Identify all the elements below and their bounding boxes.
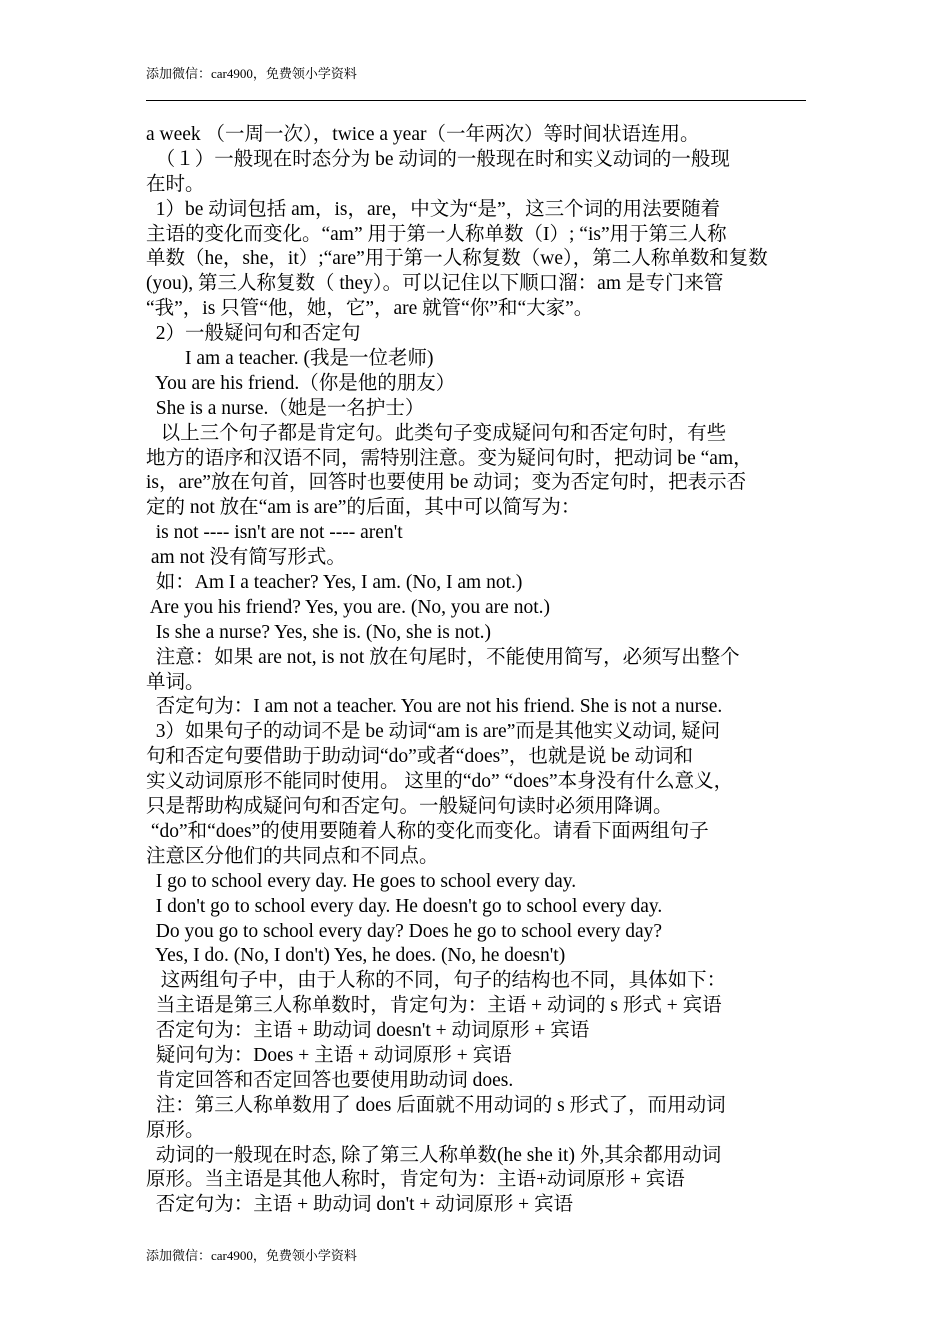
header-divider bbox=[146, 100, 806, 101]
body-line: 实义动词原形不能同时使用。 这里的“do” “does”本身没有什么意义， bbox=[146, 771, 734, 793]
body-line: I don't go to school every day. He doesn't go to school every day. bbox=[146, 895, 663, 917]
body-line: am not 没有简写形式。 bbox=[146, 547, 346, 569]
body-line: (you), 第三人称复数（ they）。可以记住以下顺口溜：am 是专门来管 bbox=[146, 273, 724, 295]
body-line: Is she a nurse? Yes, she is. (No, she is not.) bbox=[146, 621, 492, 643]
body-line: She is a nurse.（她是一名护士） bbox=[146, 397, 425, 419]
body-line: Yes, I do. (No, I don't) Yes, he does. (No, he doesn't) bbox=[146, 945, 566, 967]
body-line: 在时。 bbox=[146, 173, 205, 195]
body-line: 原形。当主语是其他人称时，肯定句为：主语+动词原形 + 宾语 bbox=[146, 1169, 685, 1191]
body-line: 否定句为：主语 + 助动词 don't + 动词原形 + 宾语 bbox=[146, 1194, 574, 1216]
body-line: 注：第三人称单数用了 does 后面就不用动词的 s 形式了，而用动词 bbox=[146, 1094, 726, 1116]
body-line: I am a teacher. (我是一位老师) bbox=[146, 348, 434, 370]
body-line: 2）一般疑问句和否定句 bbox=[146, 323, 361, 345]
page-footer: 添加微信：car4900，免费领小学资料 bbox=[146, 1248, 357, 1263]
body-line: You are his friend.（你是他的朋友） bbox=[146, 372, 456, 394]
body-line: 定的 not 放在“am is are”的后面，其中可以简写为： bbox=[146, 497, 581, 519]
body-line: 3）如果句子的动词不是 be 动词“am is are”而是其他实义动词, 疑问 bbox=[146, 721, 721, 743]
body-line: Do you go to school every day? Does he go to school every day? bbox=[146, 920, 663, 942]
body-line: Are you his friend? Yes, you are. (No, you are not.) bbox=[146, 596, 550, 618]
body-line: 单数（he，she，it）;“are”用于第一人称复数（we），第二人称单数和复数 bbox=[146, 248, 768, 270]
body-line: “我”，is 只管“他，她，它”，are 就管“你”和“大家”。 bbox=[146, 298, 594, 320]
body-line: 动词的一般现在时态, 除了第三人称单数(he she it) 外,其余都用动词 bbox=[146, 1144, 722, 1166]
body-line: a week （一周一次），twice a year（一年两次）等时间状语连用。 bbox=[146, 124, 700, 145]
body-line: 句和否定句要借助于助动词“do”或者“does”，也就是说 be 动词和 bbox=[146, 746, 694, 768]
body-line: is，are”放在句首，回答时也要使用 be 动词；变为否定句时，把表示否 bbox=[146, 472, 747, 494]
body-line: “do”和“does”的使用要随着人称的变化而变化。请看下面两组句子 bbox=[146, 820, 709, 842]
body-line: 疑问句为：Does + 主语 + 动词原形 + 宾语 bbox=[146, 1044, 512, 1066]
body-line: 地方的语序和汉语不同，需特别注意。变为疑问句时，把动词 be “am， bbox=[146, 447, 753, 469]
body-line: 只是帮助构成疑问句和否定句。一般疑问句读时必须用降调。 bbox=[146, 796, 673, 818]
body-line: 主语的变化而变化。“am” 用于第一人称单数（I）; “is”用于第三人称 bbox=[146, 223, 727, 245]
body-line: 否定句为：主语 + 助动词 doesn't + 动词原形 + 宾语 bbox=[146, 1020, 590, 1042]
body-line: 注意区分他们的共同点和不同点。 bbox=[146, 845, 439, 867]
body-line: is not ---- isn't are not ---- aren't bbox=[146, 522, 403, 544]
body-line: （１）一般现在时态分为 be 动词的一般现在时和实义动词的一般现 bbox=[146, 148, 730, 170]
document-body bbox=[146, 123, 826, 1218]
body-line: I go to school every day. He goes to school every day. bbox=[146, 870, 577, 892]
body-line: 以上三个句子都是肯定句。此类句子变成疑问句和否定句时，有些 bbox=[146, 422, 727, 444]
body-line: 肯定回答和否定回答也要使用助动词 does. bbox=[146, 1069, 514, 1091]
body-line: 1）be 动词包括 am，is，are，中文为“是”，这三个词的用法要随着 bbox=[146, 198, 721, 220]
body-line: 注意：如果 are not, is not 放在句尾时，不能使用简写，必须写出整个 bbox=[146, 646, 740, 668]
body-line: 当主语是第三人称单数时，肯定句为：主语 + 动词的 s 形式 + 宾语 bbox=[146, 995, 722, 1017]
page-header: 添加微信：car4900，免费领小学资料 bbox=[146, 66, 357, 81]
body-line: 这两组句子中，由于人称的不同，句子的结构也不同，具体如下： bbox=[146, 970, 727, 992]
body-line: 单词。 bbox=[146, 671, 205, 693]
body-line: 如：Am I a teacher? Yes, I am. (No, I am not.) bbox=[146, 572, 523, 594]
body-line: 否定句为：I am not a teacher. You are not his friend. She is not a nurse. bbox=[146, 696, 723, 718]
body-line: 原形。 bbox=[146, 1119, 205, 1141]
